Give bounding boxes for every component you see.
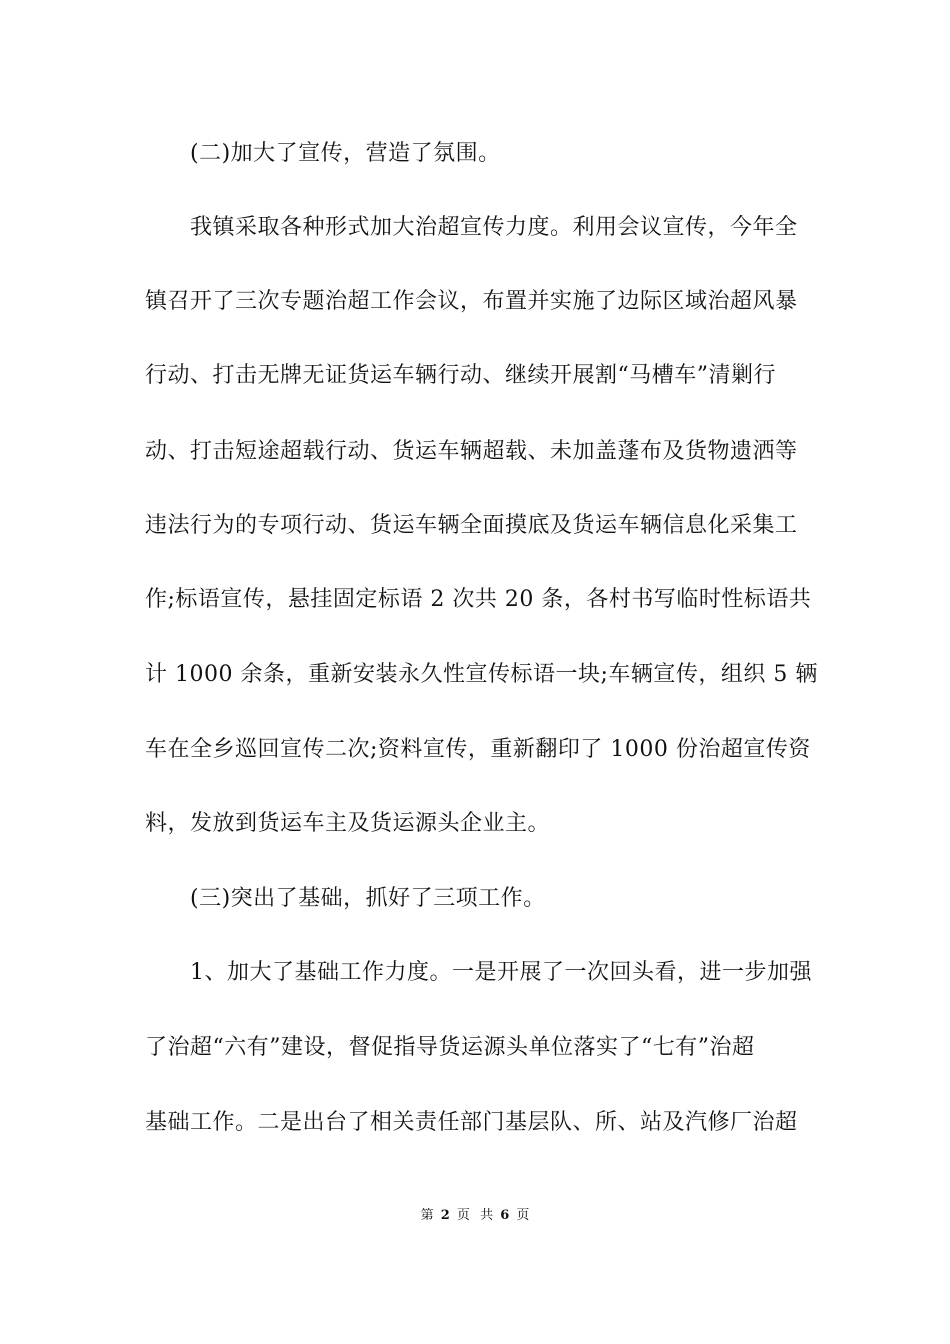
page-footer (0, 1207, 950, 1225)
paragraph-line: 镇召开了三次专题治超工作会议，布置并实施了边际区域治超风暴 (145, 289, 798, 314)
paragraph-line: 了治超“六有”建设，督促指导货运源头单位落实了“七有”治超 (145, 1035, 755, 1060)
footer-total-word: 共 (480, 1208, 494, 1223)
paragraph-line: 基础工作。二是出台了相关责任部门基层队、所、站及汽修厂治超 (145, 1110, 798, 1135)
section-heading-2: (二)加大了宣传，营造了氛围。 (190, 141, 501, 166)
footer-suffix: 页 (516, 1208, 530, 1223)
footer-page-word: 页 (456, 1208, 470, 1223)
paragraph-line: 料，发放到货运车主及货运源头企业主。 (145, 811, 551, 836)
paragraph-line: 1、加大了基础工作力度。一是开展了一次回头看，进一步加强 (190, 960, 812, 985)
paragraph-line: 计 1000 余条，重新安装永久性宣传标语一块;车辆宣传，组织 5 辆 (145, 662, 818, 687)
paragraph-line: 我镇采取各种形式加大治超宣传力度。利用会议宣传，今年全 (190, 215, 798, 240)
paragraph-line: 动、打击短途超载行动、货运车辆超载、未加盖蓬布及货物遗洒等 (145, 439, 798, 464)
paragraph-line: 车在全乡巡回宣传二次;资料宣传，重新翻印了 1000 份治超宣传资 (145, 737, 811, 762)
current-page-number: 2 (440, 1208, 450, 1223)
section-heading-3: (三)突出了基础，抓好了三项工作。 (190, 886, 546, 911)
paragraph-line: 违法行为的专项行动、货运车辆全面摸底及货运车辆信息化采集工 (145, 513, 798, 538)
footer-prefix: 第 (420, 1208, 434, 1223)
paragraph-line: 行动、打击无牌无证货运车辆行动、继续开展割“马槽车”清剿行 (145, 363, 776, 388)
paragraph-line: 作;标语宣传，悬挂固定标语 2 次共 20 条，各村书写临时性标语共 (145, 587, 812, 612)
total-pages-number: 6 (500, 1208, 510, 1223)
